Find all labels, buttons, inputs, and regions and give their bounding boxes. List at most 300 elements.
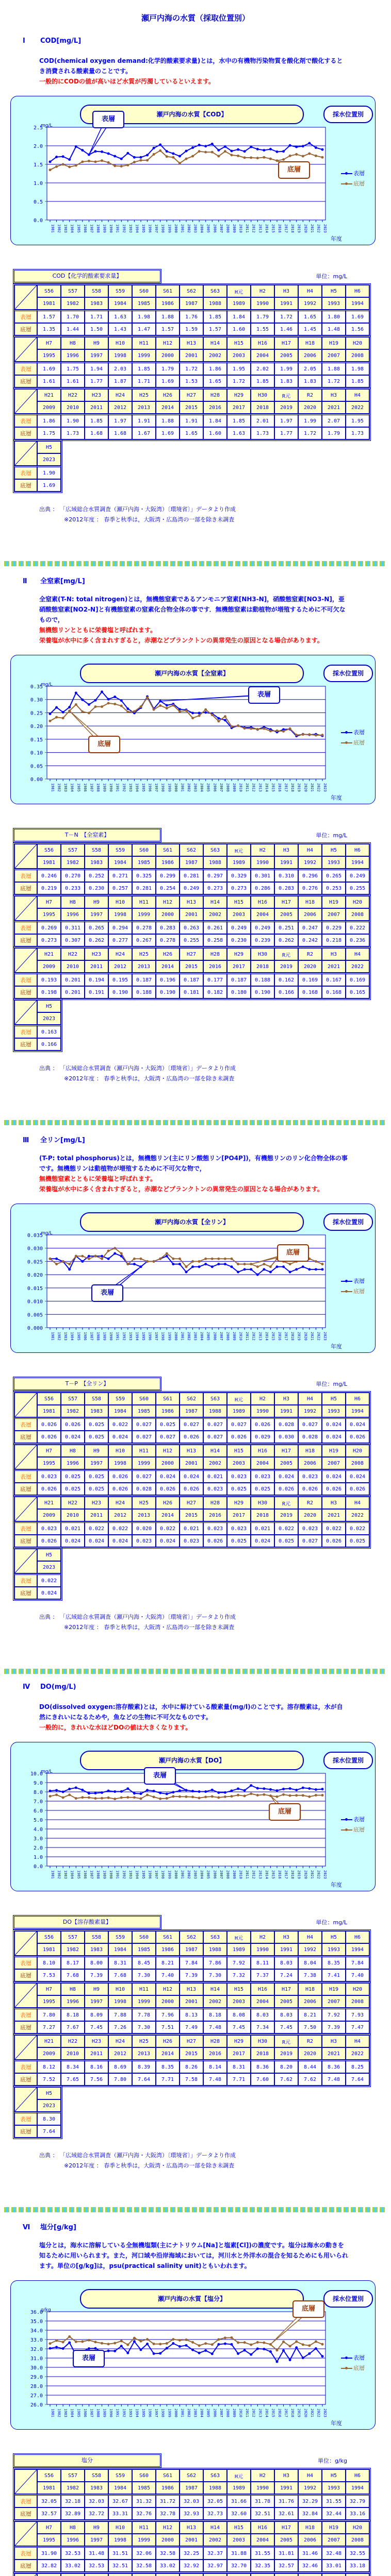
year-cell: 2023 (37, 1561, 61, 1573)
value-cell: 0.190 (108, 986, 132, 998)
bottom-data-point (295, 2340, 298, 2343)
era-cell: H元 (227, 1931, 251, 1943)
era-cell: S58 (85, 285, 108, 297)
year-cell: 1989 (227, 1405, 251, 1417)
value-cell: 0.026 (180, 1483, 203, 1495)
year-cell: 1992 (298, 2482, 322, 2494)
bottom-data-point (211, 151, 214, 154)
legend-item-surface (341, 1276, 365, 1286)
y-tick-label: 0.020 (27, 1273, 43, 1279)
data-table-block (13, 828, 378, 1052)
bottom-data-point (315, 734, 317, 737)
value-cell: 1.65 (180, 427, 203, 439)
value-cell: 1.90 (61, 414, 85, 427)
x-tick-label: 1986 (83, 1870, 87, 1879)
source-citation: 出典 ： 「広域総合水質調査（瀬戸内海・大阪湾）〔環境省〕」データより作成 (39, 1065, 236, 1072)
x-tick-label: 2017 (284, 1332, 288, 1341)
year-cell: 2023 (37, 453, 61, 466)
bottom-data-point (81, 160, 84, 163)
sampling-position-badge: 採水位置別 (323, 665, 373, 682)
surface-data-point (243, 1789, 246, 1792)
value-cell: 7.39 (322, 2021, 346, 2033)
era-cell: H5 (322, 1931, 346, 1943)
year-cell: 1999 (132, 1457, 156, 1469)
value-cell: 7.37 (251, 1969, 274, 1981)
surface-data-point (133, 1263, 136, 1265)
value-cell: 8.03 (274, 2008, 298, 2021)
x-tick-label: 2016 (278, 1870, 282, 1879)
year-cell: 2001 (180, 2534, 203, 2546)
diagonal-line (15, 1497, 37, 1521)
value-cell: 0.024 (108, 1431, 132, 1443)
year-cell: 1984 (108, 297, 132, 310)
x-tick-label: 1987 (89, 2409, 94, 2417)
value-cell: 7.78 (132, 2008, 156, 2021)
era-cell: H9 (85, 2521, 108, 2534)
era-cell: H25 (132, 948, 156, 960)
year-cell: 2013 (132, 960, 156, 973)
era-cell (37, 2573, 61, 2576)
description-text: 全窒素(T-N: total nitrogen)とは，無機態窒素であるアンモニア窒素[NH3-N]，硝酸態窒素[NO3-N]，亜硝酸態窒素[NO2-N]と有機態窒素の窒素化合物全体の事です．無機態窒素は動植物が増殖するために不可欠なもので， (39, 596, 346, 623)
surface-data-point (217, 149, 220, 151)
chart-panel (10, 1204, 376, 1353)
x-tick-label: 2018 (290, 783, 295, 792)
value-cell: 0.023 (227, 1469, 251, 1483)
surface-data-point (120, 158, 123, 160)
year-cell: 2015 (180, 1509, 203, 1521)
surface-data-point (217, 1263, 220, 1265)
era-row (14, 2035, 369, 2047)
era-cell: H13 (180, 1983, 203, 1995)
surface-data-point (191, 711, 194, 714)
table-corner (14, 389, 37, 414)
value-cell: 7.45 (85, 2021, 108, 2033)
value-cell: 0.168 (298, 986, 322, 998)
data-table (13, 842, 371, 896)
surface-data-point (250, 146, 252, 148)
year-cell: 1996 (61, 349, 85, 362)
diagonal-line (15, 948, 37, 972)
x-tick-label: 2023 (323, 224, 327, 233)
x-tick-label: 2023 (323, 1332, 327, 1341)
era-cell: H4 (346, 389, 369, 401)
surface-data-point (153, 1790, 155, 1792)
year-cell: 1997 (85, 908, 108, 921)
era-cell: H4 (298, 1393, 322, 1405)
year-cell: 1984 (108, 2482, 132, 2494)
source-citation: 出典 ： 「広域総合水質調査（瀬戸内海・大阪湾）〔環境省〕」データより作成 (39, 506, 236, 513)
surface-data-point (224, 2343, 226, 2345)
value-cell: 0.026 (322, 1483, 346, 1495)
bottom-values-row (14, 2560, 369, 2572)
era-cell: H25 (132, 389, 156, 401)
x-tick-label: 2012 (251, 1332, 256, 1341)
bottom-data-point (308, 2344, 311, 2347)
value-cell: 0.026 (37, 1535, 61, 1547)
value-cell: 0.180 (227, 986, 251, 998)
value-cell: 0.025 (227, 1483, 251, 1495)
value-cell: 0.299 (156, 869, 180, 882)
table-corner (14, 1497, 37, 1521)
bottom-data-point (231, 1258, 233, 1260)
year-cell: 2011 (85, 2047, 108, 2060)
bottom-data-point (133, 2337, 136, 2340)
era-cell: H21 (37, 948, 61, 960)
year-cell: 1982 (61, 297, 85, 310)
value-cell: 0.022 (274, 1521, 298, 1535)
x-tick-label: 2022 (316, 783, 321, 792)
x-axis-label: 年度 (331, 1343, 342, 1350)
value-cell: 0.023 (132, 1535, 156, 1547)
value-cell: 0.027 (180, 1417, 203, 1431)
x-tick-label: 2002 (187, 1870, 191, 1879)
value-cell: 0.025 (61, 1469, 85, 1483)
bottom-data-point (126, 2344, 129, 2346)
value-cell: 1.69 (346, 310, 369, 323)
surface-data-point (55, 2346, 58, 2348)
era-cell: H12 (156, 1983, 180, 1995)
bottom-data-point (172, 704, 174, 707)
surface-data-point (166, 150, 168, 152)
value-cell: 0.021 (203, 1469, 227, 1483)
value-cell: 0.276 (298, 882, 322, 894)
bottom-data-point (204, 151, 207, 154)
year-row (14, 401, 369, 414)
value-cell: 1.63 (227, 427, 251, 439)
year-cell: 2010 (61, 960, 85, 973)
value-cell: 0.026 (156, 1483, 180, 1495)
year-cell: 2021 (322, 2047, 346, 2060)
year-cell: 2012 (108, 1509, 132, 1521)
legend-label: 表層 (353, 729, 365, 736)
era-cell: H17 (274, 337, 298, 349)
data-table (13, 2520, 371, 2573)
y-tick-label: 36.0 (30, 2310, 43, 2315)
era-cell: H16 (251, 2521, 274, 2534)
x-tick-label: 1994 (135, 224, 139, 233)
year-cell: 2013 (132, 1509, 156, 1521)
x-tick-label: 1994 (135, 2409, 139, 2417)
x-tick-label: 2004 (200, 1870, 204, 1879)
year-cell: 1981 (37, 2482, 61, 2494)
era-cell: H21 (37, 1497, 61, 1509)
value-cell: 0.023 (203, 1521, 227, 1535)
bottom-data-point (211, 714, 214, 716)
value-cell: 0.166 (37, 1038, 61, 1050)
bottom-data-point (211, 1258, 214, 1260)
diagonal-line (15, 1984, 37, 2007)
bottom-callout: 底層 (292, 2300, 324, 2318)
bottom-data-point (75, 2341, 77, 2343)
era-cell: H28 (203, 2035, 227, 2047)
era-cell: H5 (322, 2469, 346, 2482)
x-tick-label: 2016 (278, 783, 282, 792)
value-cell: 0.267 (132, 934, 156, 946)
value-cell: 8.10 (37, 1956, 61, 1969)
bottom-data-point (256, 157, 259, 159)
legend-line-marker-icon (341, 2358, 352, 2359)
x-tick-label: 2014 (264, 224, 269, 233)
x-tick-label: 1983 (63, 224, 68, 233)
era-cell: S63 (203, 2469, 227, 2482)
year-cell: 1987 (180, 297, 203, 310)
bottom-data-point (153, 1260, 155, 1263)
year-cell: 1990 (251, 2482, 274, 2494)
bottom-data-point (49, 1795, 52, 1798)
year-cell: 1988 (203, 1943, 227, 1956)
bottom-data-point (172, 2338, 174, 2341)
era-cell: H17 (274, 2521, 298, 2534)
era-cell: H19 (322, 1445, 346, 1457)
bottom-data-point (62, 1260, 64, 1263)
era-cell: H3 (322, 2035, 346, 2047)
year-cell: 2002 (203, 1457, 227, 1469)
bottom-values-row (14, 2073, 369, 2086)
year-cell: 2023 (37, 1012, 61, 1025)
bottom-data-point (256, 1794, 259, 1797)
surface-data-point (146, 1789, 149, 1791)
bottom-data-point (217, 720, 220, 722)
era-cell: H8 (61, 896, 85, 908)
value-cell: 7.51 (156, 2021, 180, 2033)
x-tick-label: 2008 (225, 1870, 230, 1879)
surface-data-point (282, 2349, 285, 2352)
value-cell: 32.51 (108, 2560, 132, 2572)
value-cell: 7.71 (227, 2073, 251, 2086)
era-cell: R元 (274, 1497, 298, 1509)
year-cell: 2000 (156, 1457, 180, 1469)
surface-data-point (68, 1788, 71, 1790)
era-row (14, 896, 369, 908)
year-cell: 2014 (156, 2047, 180, 2060)
era-cell: H15 (227, 2521, 251, 2534)
bottom-data-point (243, 157, 246, 159)
year-cell: 2008 (346, 2534, 369, 2546)
bottom-data-point (62, 2341, 64, 2344)
value-cell: 7.53 (37, 1969, 61, 1981)
era-cell: H23 (85, 389, 108, 401)
value-cell: 0.021 (180, 1521, 203, 1535)
value-cell: 0.024 (346, 1417, 369, 1431)
value-cell: 7.80 (108, 2073, 132, 2086)
value-cell: 0.023 (227, 1521, 251, 1535)
bottom-data-point (126, 1796, 129, 1799)
value-cell: 32.79 (346, 2494, 369, 2507)
surface-data-point (94, 150, 97, 152)
bottom-data-point (263, 156, 265, 159)
year-cell: 2010 (61, 1509, 85, 1521)
x-tick-label: 1984 (70, 2409, 74, 2417)
x-tick-label: 2011 (245, 1870, 250, 1879)
y-tick-label: 34.0 (30, 2328, 43, 2334)
surface-data-point (166, 1255, 168, 1258)
year-cell: 2004 (251, 1457, 274, 1469)
data-table (13, 1495, 371, 1549)
x-tick-label: 2008 (225, 2409, 230, 2417)
surface-data-point (68, 1268, 71, 1270)
surface-data-point (204, 711, 207, 714)
chart-panel (10, 1742, 376, 1891)
bottom-data-point (269, 158, 272, 160)
value-cell: 8.00 (85, 1956, 108, 1969)
era-cell: H7 (37, 896, 61, 908)
era-row (14, 1000, 61, 1012)
y-tick-label: 0.010 (27, 1299, 43, 1305)
value-cell: 0.249 (251, 921, 274, 934)
year-cell: 2001 (180, 1457, 203, 1469)
value-cell: 1.95 (227, 362, 251, 375)
surface-data-point (140, 1792, 142, 1795)
year-cell: 1986 (156, 297, 180, 310)
bottom-data-point (243, 1794, 246, 1797)
year-cell: 1992 (298, 1405, 322, 1417)
bottom-data-point (211, 1795, 214, 1798)
surface-data-point (88, 1255, 90, 1258)
year-cell: 1984 (108, 1405, 132, 1417)
bottom-data-point (198, 1260, 201, 1263)
value-cell: 1.86 (37, 414, 61, 427)
value-cell: 0.191 (85, 986, 108, 998)
bottom-data-point (237, 724, 239, 727)
value-cell: 1.84 (227, 310, 251, 323)
bottom-data-point (256, 1265, 259, 1268)
value-cell: 32.51 (251, 2507, 274, 2520)
x-tick-label: 2008 (225, 783, 230, 792)
value-cell: 0.219 (37, 882, 61, 894)
value-cell: 1.97 (274, 414, 298, 427)
era-row (14, 2087, 61, 2099)
table-caption: DO【溶存酸素量】 (13, 1915, 161, 1929)
bottom-data-point (81, 2340, 84, 2343)
y-tick-label: 0.35 (30, 684, 43, 690)
year-cell: 1988 (203, 1405, 227, 1417)
era-cell (322, 2573, 346, 2576)
value-cell: 0.024 (37, 1587, 61, 1599)
legend-item-bottom (341, 2363, 365, 2374)
data-table (13, 335, 371, 389)
surface-data-point (185, 2344, 188, 2347)
value-cell: 0.188 (251, 973, 274, 986)
value-cell: 7.52 (37, 2073, 61, 2086)
table-unit: 単位：mg/L (316, 273, 347, 280)
y-tick-label: 4.0 (33, 1827, 43, 1833)
legend-item-bottom (341, 179, 365, 189)
surface-values-row (14, 2546, 369, 2560)
value-cell: 0.255 (346, 882, 369, 894)
x-tick-label: 2019 (297, 2409, 301, 2417)
year-cell: 1989 (227, 2482, 251, 2494)
x-tick-label: 2009 (232, 783, 236, 792)
era-cell: H24 (108, 389, 132, 401)
surface-data-point (282, 1788, 285, 1790)
section-description (39, 594, 349, 646)
value-cell: 31.81 (274, 2546, 298, 2560)
year-cell: 1982 (61, 856, 85, 869)
surface-data-point (302, 145, 304, 147)
year-cell: 2008 (346, 1995, 369, 2008)
legend-line-marker-icon (341, 732, 352, 733)
bottom-data-point (146, 1260, 149, 1263)
era-cell: H28 (203, 1497, 227, 1509)
surface-data-point (94, 1792, 97, 1794)
surface-data-point (269, 1271, 272, 1274)
value-cell: 31.72 (156, 2494, 180, 2507)
year-cell: 2007 (322, 908, 346, 921)
value-cell: 8.34 (61, 2060, 85, 2073)
row-label: 底層 (14, 2507, 37, 2520)
year-cell: 1991 (274, 1943, 298, 1956)
data-source (39, 1612, 391, 1633)
x-tick-label: 1981 (51, 783, 55, 792)
year-cell: 2002 (203, 349, 227, 362)
year-cell: 2005 (274, 349, 298, 362)
year-cell: 2022 (346, 1509, 369, 1521)
year-row (14, 2534, 369, 2546)
bottom-data-point (289, 1794, 291, 1797)
bottom-data-point (55, 716, 58, 719)
table-unit: 単位：mg/L (316, 832, 347, 839)
year-cell: 2003 (227, 349, 251, 362)
bottom-data-point (172, 1795, 174, 1798)
bottom-data-point (250, 157, 252, 159)
value-cell: 1.79 (251, 310, 274, 323)
x-tick-label: 2000 (173, 224, 178, 233)
surface-data-point (133, 2340, 136, 2343)
year-row (14, 1943, 369, 1956)
x-tick-label: 2010 (238, 783, 243, 792)
surface-data-point (101, 150, 103, 153)
era-cell: S60 (132, 844, 156, 856)
value-cell: 1.71 (85, 310, 108, 323)
x-tick-label: 2003 (193, 1870, 198, 1879)
value-cell: 0.251 (274, 921, 298, 934)
year-cell: 2001 (180, 1995, 203, 2008)
x-tick-label: 1982 (57, 1870, 61, 1879)
x-tick-label: 1993 (128, 1870, 133, 1879)
row-label: 底層 (14, 479, 37, 492)
value-cell: 7.26 (108, 2021, 132, 2033)
era-cell: H5 (322, 285, 346, 297)
value-cell: 7.30 (203, 1969, 227, 1981)
bottom-data-point (140, 2340, 142, 2343)
bottom-data-point (159, 149, 161, 152)
y-tick-label: 0.20 (30, 724, 43, 730)
y-tick-label: 6.0 (33, 1808, 43, 1814)
bottom-data-point (153, 708, 155, 711)
year-cell: 2018 (251, 2047, 274, 2060)
x-tick-label: 1999 (167, 224, 172, 233)
value-cell: 8.18 (203, 2008, 227, 2021)
value-cell: 0.255 (180, 934, 203, 946)
year-cell: 2010 (61, 401, 85, 414)
value-cell: 8.11 (251, 1956, 274, 1969)
value-cell: 7.64 (37, 2125, 61, 2138)
bottom-data-point (94, 705, 97, 708)
value-cell: 2.05 (298, 362, 322, 375)
bottom-data-point (81, 710, 84, 713)
era-cell: H11 (132, 1445, 156, 1457)
value-cell: 0.023 (298, 1469, 322, 1483)
section-heading (23, 1683, 391, 1693)
value-cell: 1.85 (132, 362, 156, 375)
year-cell: 1988 (203, 856, 227, 869)
era-cell: H18 (298, 1983, 322, 1995)
year-cell: 2008 (346, 349, 369, 362)
legend-line-marker-icon (341, 742, 352, 743)
year-cell: 1996 (61, 908, 85, 921)
x-tick-label: 2010 (238, 224, 243, 233)
era-cell: H2 (251, 844, 274, 856)
